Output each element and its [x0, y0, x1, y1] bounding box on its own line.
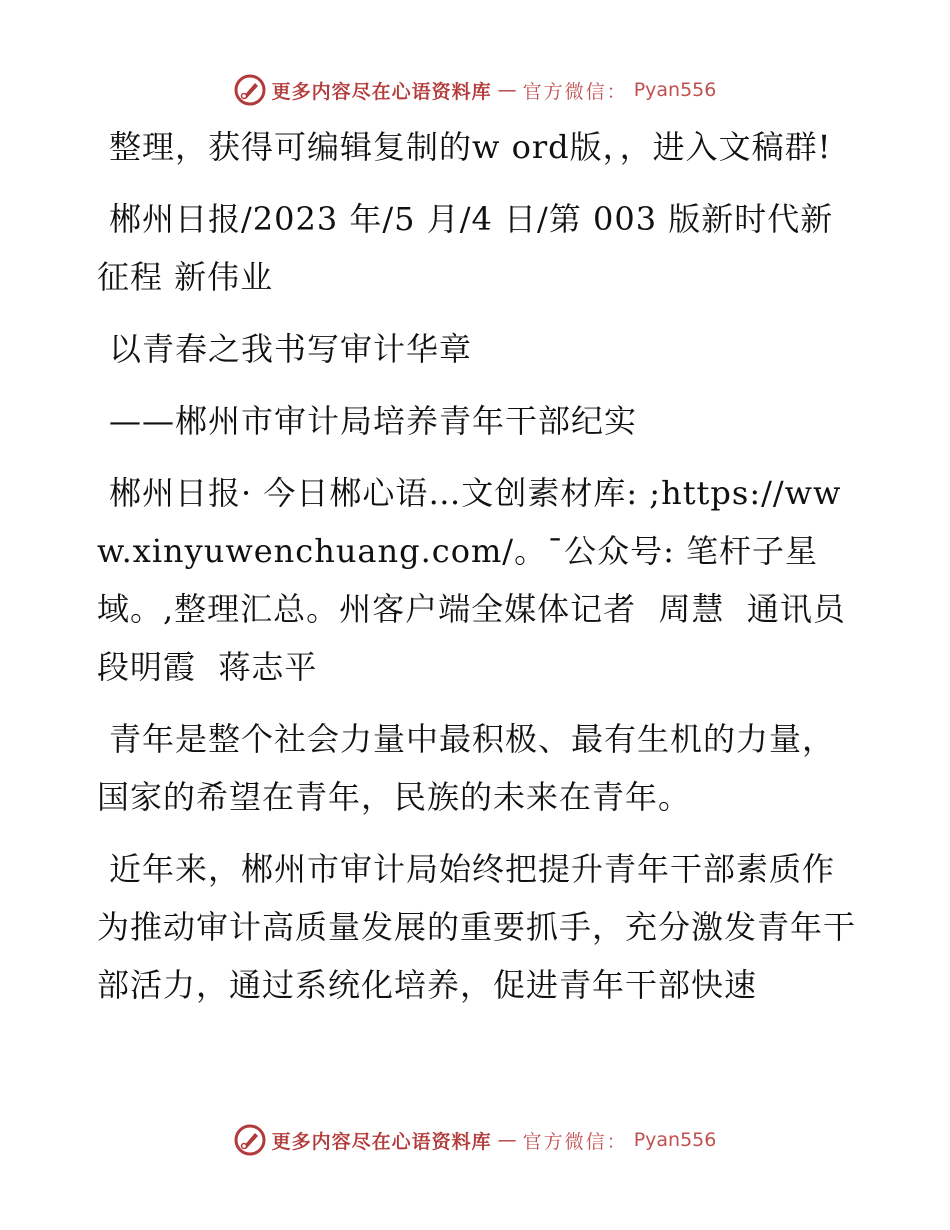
watermark-wechat-id: Pyan556: [633, 79, 717, 101]
watermark-wechat-id: Pyan556: [633, 1129, 717, 1151]
watermark-dash: —: [497, 79, 517, 101]
document-body: [97, 118, 869, 1028]
article-subtitle: ——郴州市审计局培养青年干部纪实: [109, 402, 638, 440]
watermark-wechat-label: 官方微信：: [522, 80, 628, 103]
header-watermark: [0, 70, 950, 110]
paragraph-intro: 整理，获得可编辑复制的w ord版，，进入文稿群!: [109, 128, 832, 166]
article-title: 以青春之我书写审计华章: [109, 330, 473, 368]
watermark-main-text: 更多内容尽在心语资料库: [271, 80, 492, 103]
watermark-dash: —: [497, 1129, 517, 1151]
quill-logo-icon: [234, 74, 266, 106]
paragraph-body-2: 近年来，郴州市审计局始终把提升青年干部素质作为推动审计高质量发展的重要抓手，充分激发青年干部活力，通过系统化培养，促进青年干部快速: [97, 850, 857, 1004]
watermark-wechat-label: 官方微信：: [522, 1130, 628, 1153]
footer-watermark: [0, 1120, 950, 1160]
paragraph-source: 郴州日报/2023 年/5 月/4 日/第 003 版新时代新征程 新伟业: [97, 200, 834, 296]
watermark-main-text: 更多内容尽在心语资料库: [271, 1130, 492, 1153]
paragraph-body-1: 青年是整个社会力量中最积极、最有生机的力量，国家的希望在青年，民族的未来在青年。: [97, 720, 836, 816]
paragraph-byline: 郴州日报· 今日郴心语…文创素材库: ;https://www.xinyuwenchuang.com/。¯公众号: 笔杆子星域。,整理汇总。州客户端全媒体记者 周慧 通讯员 段明霞 蒋志平: [97, 474, 869, 686]
quill-logo-icon: [234, 1124, 266, 1156]
